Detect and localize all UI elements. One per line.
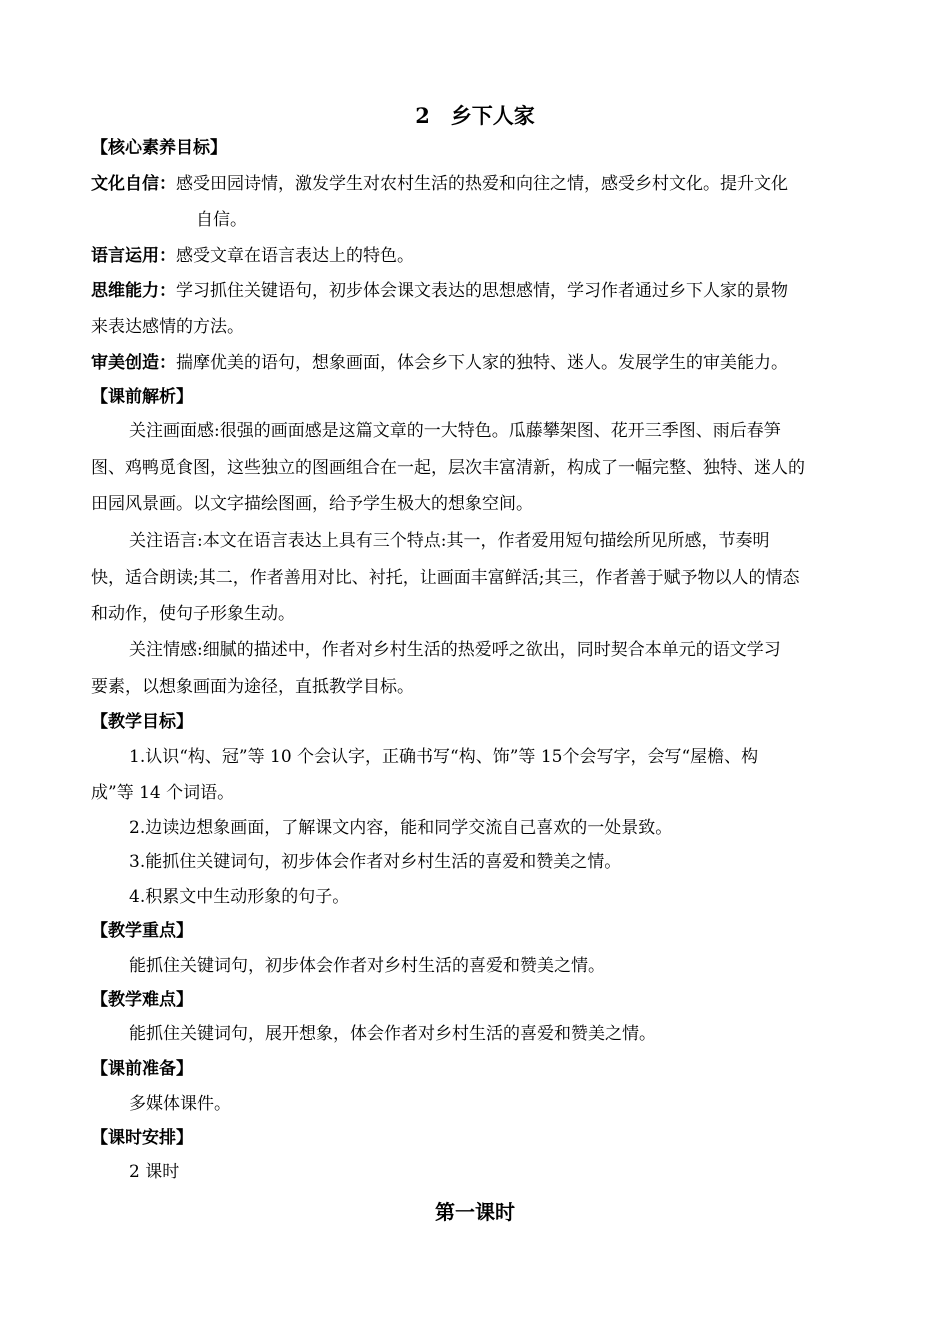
core-goal-text: 揣摩优美的语句，想象画面，体会乡下人家的独特、迷人。发展学生的审美能力。: [176, 353, 788, 373]
schedule-text: 2 课时: [129, 1162, 180, 1182]
teaching-goal-line: 3.能抓住关键词句，初步体会作者对乡村生活的喜爱和赞美之情。: [129, 852, 622, 872]
core-goal-label: 思维能力：: [91, 281, 176, 301]
analysis-line: 快，适合朗读;其二，作者善用对比、衬托，让画面丰富鲜活;其三，作者善于赋予物以人的情态: [91, 568, 800, 588]
core-goal-label: 语言运用：: [91, 246, 176, 266]
core-goal-continuation: 自信。: [196, 210, 247, 230]
core-goals-heading: 【核心素养目标】: [91, 138, 227, 158]
teaching-goal-line: 成”等 14 个词语。: [91, 783, 235, 803]
teaching-goals-heading: 【教学目标】: [91, 712, 193, 732]
key-points-heading: 【教学重点】: [91, 921, 193, 941]
schedule-heading: 【课时安排】: [91, 1128, 193, 1148]
analysis-line: 关注情感:细腻的描述中，作者对乡村生活的热爱呼之欲出，同时契合本单元的语文学习: [129, 640, 781, 660]
analysis-line: 要素，以想象画面为途径，直抵教学目标。: [91, 677, 414, 697]
core-goal-item: [91, 353, 788, 373]
analysis-line: 关注画面感:很强的画面感是这篇文章的一大特色。瓜藤攀架图、花开三季图、雨后春笋: [129, 421, 781, 441]
core-goal-text: 感受文章在语言表达上的特色。: [176, 246, 414, 266]
page-title: 2 乡下人家: [415, 103, 535, 128]
teaching-goal-line: 4.积累文中生动形象的句子。: [129, 887, 350, 907]
core-goal-text: 感受田园诗情，激发学生对农村生活的热爱和向往之情，感受乡村文化。提升文化: [176, 174, 788, 194]
difficulties-text: 能抓住关键词句，展开想象，体会作者对乡村生活的喜爱和赞美之情。: [129, 1024, 656, 1044]
preparation-heading: 【课前准备】: [91, 1059, 193, 1079]
core-goal-item: [91, 246, 414, 266]
core-goal-continuation: 来表达感情的方法。: [91, 317, 244, 337]
core-goal-label: 审美创造：: [91, 353, 176, 373]
core-goal-label: 文化自信：: [91, 174, 176, 194]
analysis-line: 关注语言:本文在语言表达上具有三个特点:其一，作者爱用短句描绘所见所感，节奏明: [129, 531, 770, 551]
analysis-line: 图、鸡鸭觅食图，这些独立的图画组合在一起，层次丰富清新，构成了一幅完整、独特、迷人的: [91, 458, 805, 478]
analysis-heading: 【课前解析】: [91, 387, 193, 407]
teaching-goal-line: 1.认识“构、冠”等 10 个会认字，正确书写“构、饰”等 15个会写字，会写“屋檐、构: [129, 747, 759, 767]
key-points-text: 能抓住关键词句，初步体会作者对乡村生活的喜爱和赞美之情。: [129, 956, 605, 976]
analysis-line: 田园风景画。以文字描绘图画，给予学生极大的想象空间。: [91, 494, 533, 514]
core-goal-text: 学习抓住关键语句，初步体会课文表达的思想感情，学习作者通过乡下人家的景物: [176, 281, 788, 301]
lesson-title: 第一课时: [435, 1200, 515, 1224]
difficulties-heading: 【教学难点】: [91, 990, 193, 1010]
teaching-goal-line: 2.边读边想象画面，了解课文内容，能和同学交流自己喜欢的一处景致。: [129, 818, 673, 838]
analysis-line: 和动作，使句子形象生动。: [91, 604, 295, 624]
core-goal-item: [91, 174, 788, 194]
preparation-text: 多媒体课件。: [129, 1094, 231, 1114]
core-goal-item: [91, 281, 788, 301]
